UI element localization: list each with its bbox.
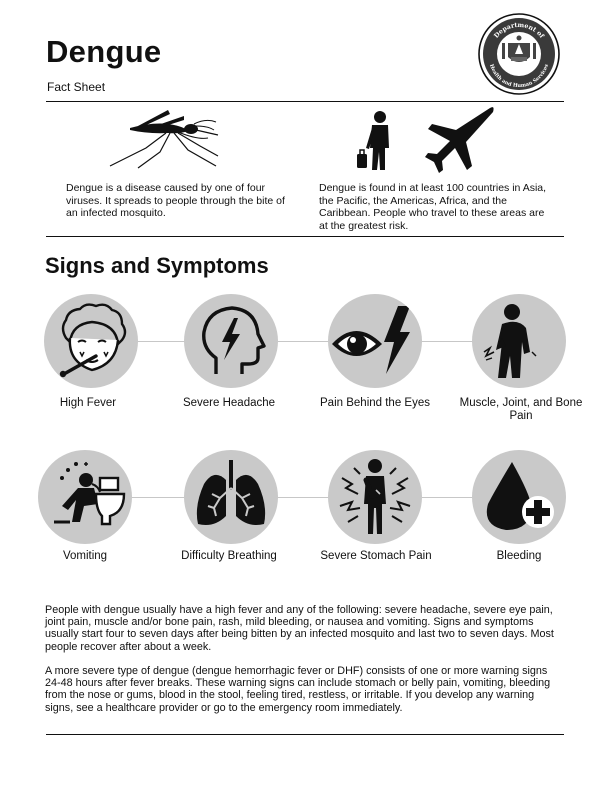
- symptom-label: Muscle, Joint, and Bone Pain: [459, 397, 583, 422]
- connector-line: [422, 341, 473, 342]
- footer-divider: [46, 734, 564, 735]
- symptom-item: [472, 450, 566, 544]
- symptom-label: High Fever: [59, 397, 117, 409]
- symptom-item: [328, 450, 422, 544]
- header-divider: [46, 101, 564, 102]
- connector-line: [137, 341, 185, 342]
- vomiting-icon: [38, 450, 132, 544]
- symptom-item: [184, 294, 278, 388]
- connector-line: [131, 497, 184, 498]
- symptom-label: Severe Headache: [182, 397, 276, 409]
- eye-pain-icon: [328, 294, 422, 388]
- lungs-icon: [184, 450, 278, 544]
- svg-text:Department of: Department of: [493, 21, 546, 40]
- fever-face-icon: [44, 294, 138, 388]
- symptom-item: [44, 294, 138, 388]
- connector-line: [277, 497, 329, 498]
- symptom-item: [38, 450, 132, 544]
- page-title: Dengue: [46, 34, 162, 69]
- symptom-label: Vomiting: [62, 550, 108, 562]
- body-paragraph-1: People with dengue usually have a high fever and any of the following: severe headache, severe eye pain, joint pain, muscle and/or bone pain, rash, mild bleeding, or nausea and vomiting. Signs and symptoms usually start four to seven days after being bitten by an infected mosquito and last two to seven days. Most people recover after about a week.: [45, 604, 554, 653]
- headache-icon: [184, 294, 278, 388]
- symptom-label: Pain Behind the Eyes: [320, 397, 430, 409]
- symptom-label: Severe Stomach Pain: [320, 550, 432, 562]
- intro-divider: [46, 236, 564, 237]
- symptom-label: Bleeding: [496, 550, 542, 562]
- svg-text:Health and Human Services: Health and Human Services: [488, 63, 550, 90]
- body-paragraph-2: A more severe type of dengue (dengue hemorrhagic fever or DHF) consists of one or more warning signs 24-48 hours after fever breaks. These warning signs can include stomach or belly pain, vomiting, bleeding from the nose or gums, blood in the stool, feeling tired, restless, or irritable. If you develop any warning signs, see a healthcare provider or go to the emergency room immediately.: [45, 665, 551, 714]
- connector-line: [278, 341, 329, 342]
- blood-drop-icon: [472, 450, 566, 544]
- symptom-label: Difficulty Breathing: [181, 550, 277, 562]
- section-title: Signs and Symptoms: [45, 253, 269, 278]
- intro-left-text: Dengue is a disease caused by one of four viruses. It spreads to people through the bite of an infected mosquito.: [66, 182, 285, 219]
- traveler-icon: [356, 110, 398, 172]
- airplane-icon: [422, 104, 496, 176]
- stomach-pain-icon: [328, 450, 422, 544]
- symptom-item: [472, 294, 566, 388]
- symptom-item: [328, 294, 422, 388]
- joint-pain-icon: [472, 294, 566, 388]
- intro-right-text: Dengue is found in at least 100 countries in Asia, the Pacific, the Americas, Africa, and the Caribbean. People who travel to these areas are at the greatest risk.: [319, 182, 547, 232]
- symptom-item: [184, 450, 278, 544]
- department-seal: [478, 13, 560, 95]
- page-subtitle: Fact Sheet: [47, 80, 106, 94]
- mosquito-icon: [108, 108, 220, 170]
- connector-line: [422, 497, 473, 498]
